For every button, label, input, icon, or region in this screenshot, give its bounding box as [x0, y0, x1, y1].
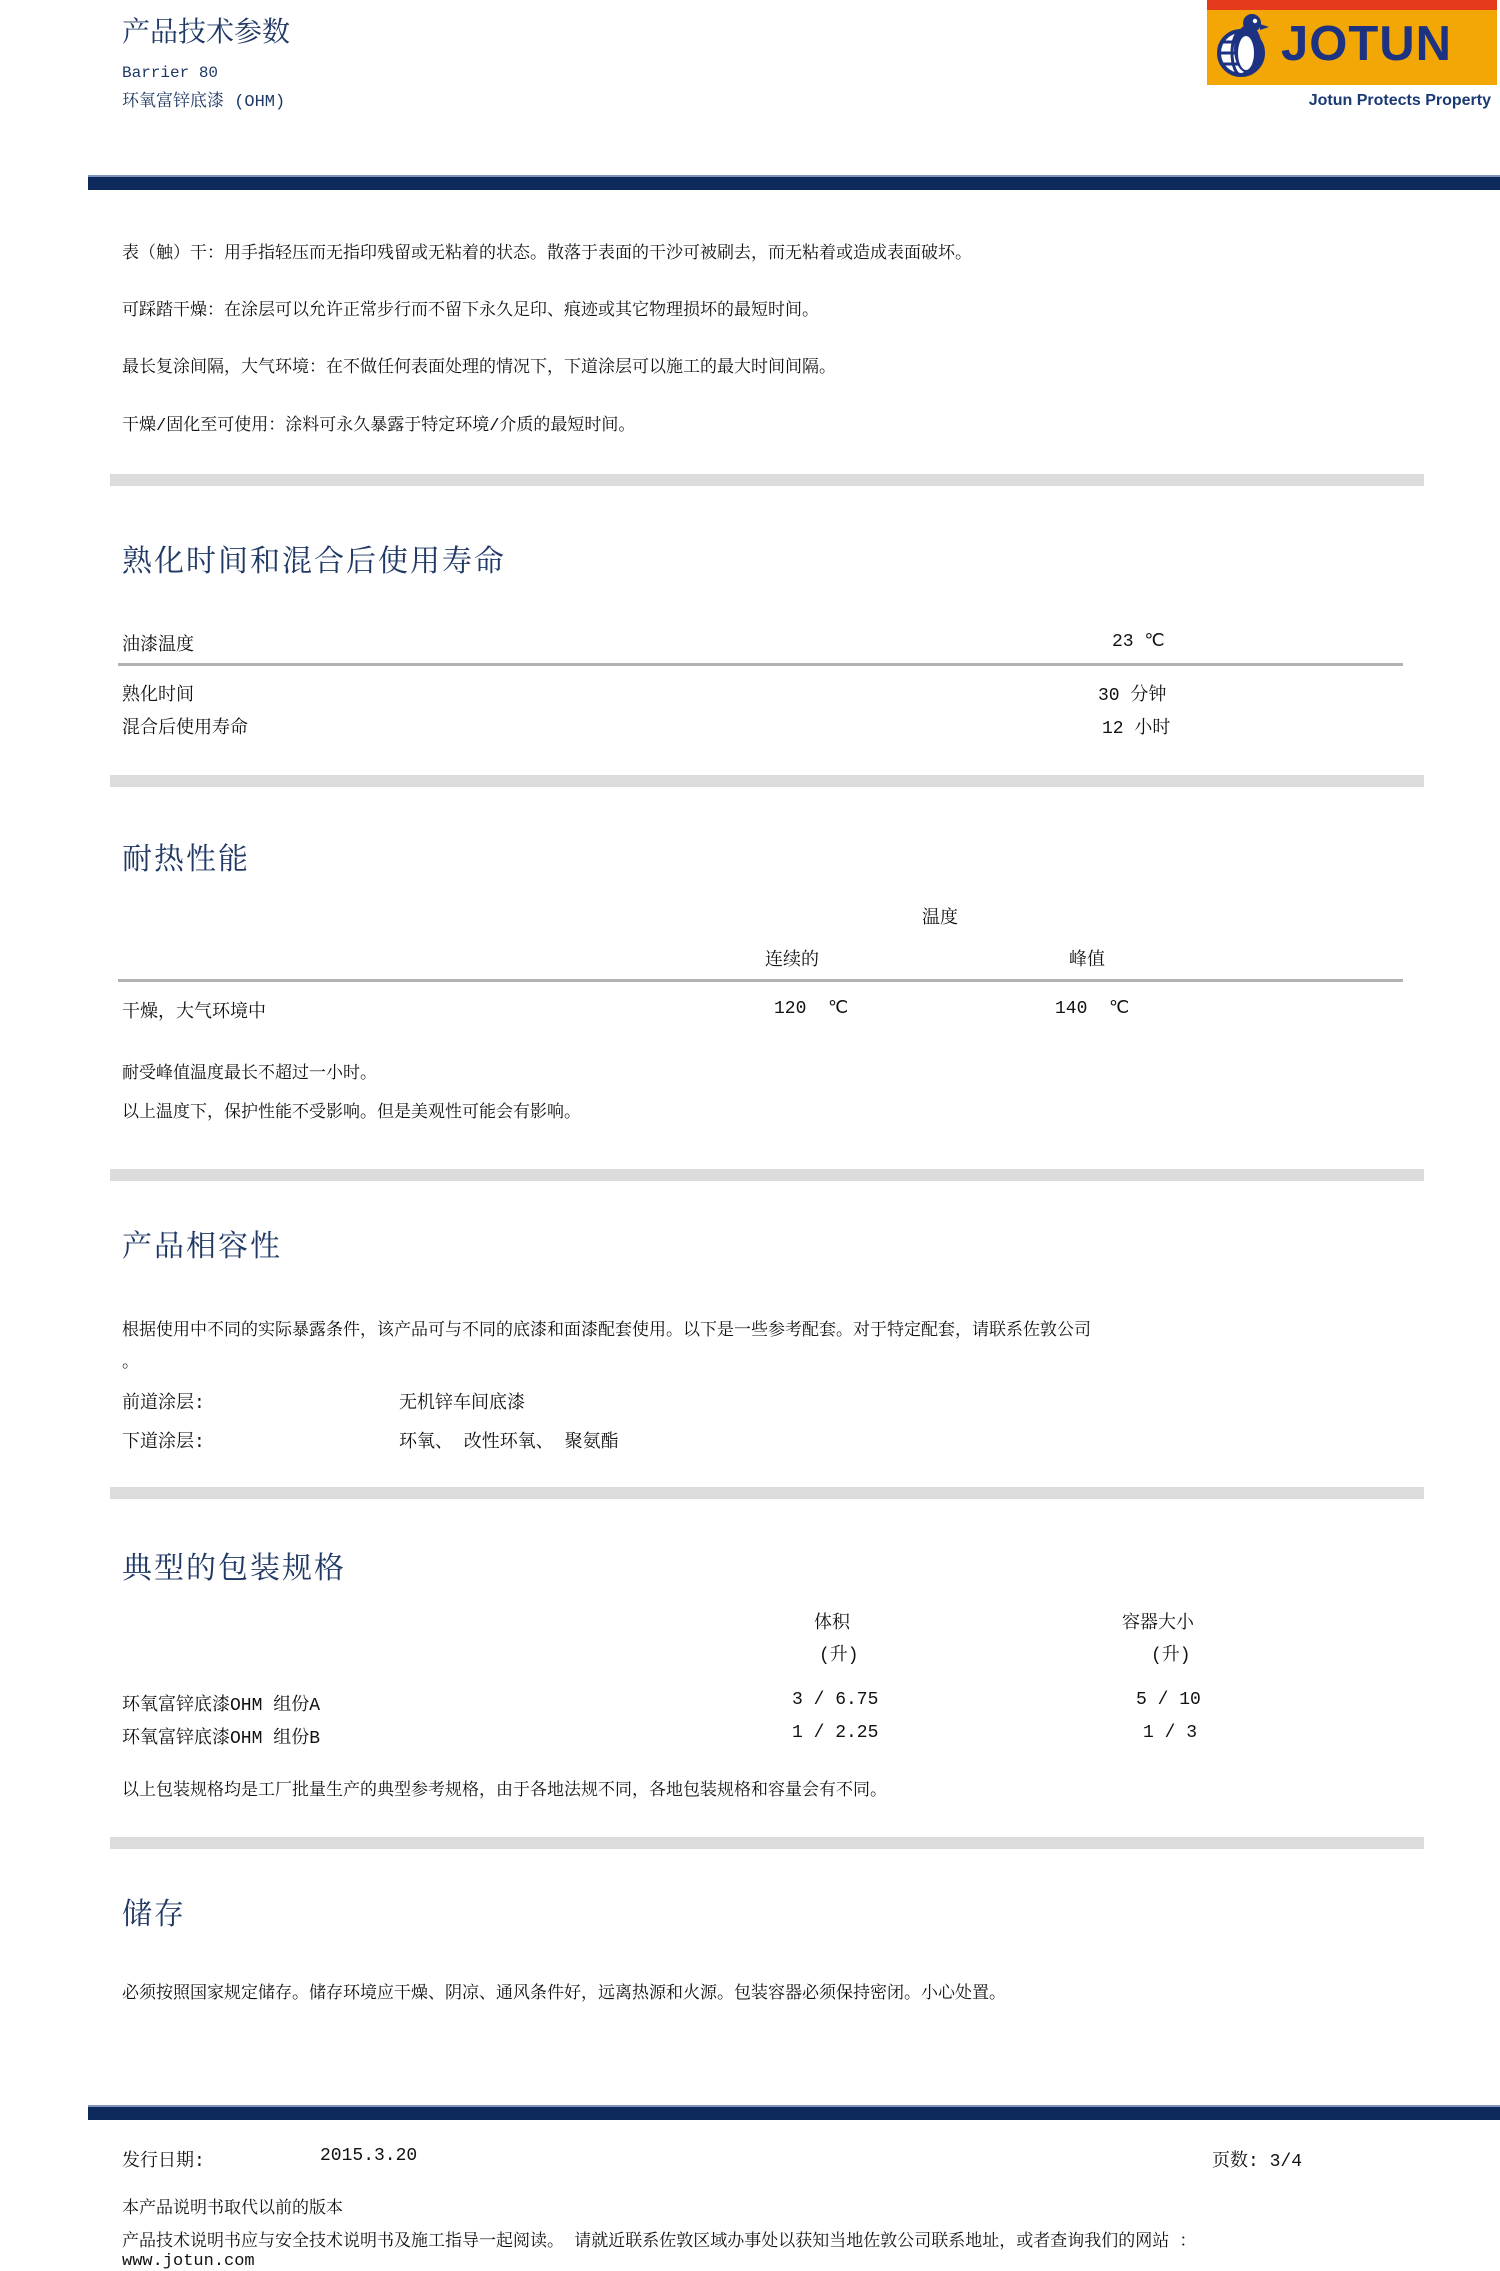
packaging-col-container: 容器大小	[1122, 1614, 1194, 1634]
subsequent-coat-value: 环氧、 改性环氧、 聚氨酯	[399, 1433, 619, 1453]
footer-divider-bar	[88, 2105, 1500, 2120]
compatibility-intro-line2: 。	[122, 1354, 139, 1373]
compatibility-section-heading: 产品相容性	[122, 1230, 282, 1263]
heat-note-1: 耐受峰值温度最长不超过一小时。	[122, 1065, 377, 1084]
storage-section-heading: 储存	[122, 1898, 186, 1931]
subsequent-coat-label: 下道涂层:	[122, 1433, 205, 1453]
footer-read-with-note: 产品技术说明书应与安全技术说明书及施工指导一起阅读。 请就近联系佐敦区域办事处以获知当地佐敦公司联系地址，或者查询我们的网站 ：	[122, 2233, 1197, 2252]
section-separator	[110, 775, 1424, 787]
packaging-row-container: 1 / 3	[1143, 1723, 1198, 1743]
packaging-col-container-unit: (升)	[1151, 1646, 1191, 1666]
definition-walk-on-dry: 可踩踏干燥：在涂层可以允许正常步行而不留下永久足印、痕迹或其它物理损坏的最短时间。	[122, 302, 819, 321]
heat-group-header: 温度	[922, 909, 958, 929]
curing-section-heading: 熟化时间和混合后使用寿命	[122, 545, 506, 578]
paint-temp-label: 油漆温度	[122, 636, 194, 656]
storage-body: 必须按照国家规定储存。储存环境应干燥、阴凉、通风条件好，远离热源和火源。包装容器必须保持密闭。小心处置。	[122, 1985, 1006, 2004]
section-separator	[110, 474, 1424, 486]
heat-continuous-value: 120 ℃	[774, 999, 849, 1019]
jotun-logo	[1207, 0, 1497, 85]
footer-website: www.jotun.com	[122, 2252, 255, 2271]
previous-coat-label: 前道涂层:	[122, 1394, 205, 1414]
paint-temp-value: 23 ℃	[1112, 632, 1165, 652]
jotun-wordmark: JOTUN	[1281, 17, 1453, 71]
curing-time-label: 熟化时间	[122, 686, 194, 706]
heat-col-peak: 峰值	[1069, 951, 1105, 971]
definition-max-overcoat: 最长复涂间隔，大气环境：在不做任何表面处理的情况下，下道涂层可以施工的最大时间间隔。	[122, 359, 836, 378]
packaging-row-volume: 1 / 2.25	[792, 1723, 879, 1743]
header-divider-bar	[88, 175, 1500, 190]
page-title: 产品技术参数	[122, 17, 291, 48]
definition-touch-dry: 表（触）干：用手指轻压而无指印残留或无粘着的状态。散落于表面的干沙可被刷去，而无粘着或造成表面破坏。	[122, 245, 972, 264]
heat-col-continuous: 连续的	[765, 951, 819, 971]
heat-row-label: 干燥，大气环境中	[122, 1003, 266, 1023]
footer-supersedes-note: 本产品说明书取代以前的版本	[122, 2200, 343, 2219]
heat-note-2: 以上温度下，保护性能不受影响。但是美观性可能会有影响。	[122, 1104, 581, 1123]
packaging-row-label: 环氧富锌底漆OHM 组份B	[122, 1729, 321, 1749]
section-separator	[110, 1169, 1424, 1181]
pot-life-label: 混合后使用寿命	[122, 719, 248, 739]
packaging-row-volume: 3 / 6.75	[792, 1690, 879, 1710]
product-code: Barrier 80	[122, 64, 219, 82]
jotun-tagline: Jotun Protects Property	[1308, 92, 1491, 109]
packaging-col-volume-unit: (升)	[819, 1646, 859, 1666]
compatibility-intro-line1: 根据使用中不同的实际暴露条件，该产品可与不同的底漆和面漆配套使用。以下是一些参考配套。对于特定配套，请联系佐敦公司	[122, 1322, 1091, 1341]
pot-life-value: 12 小时	[1102, 719, 1171, 739]
issue-date-label: 发行日期:	[122, 2152, 205, 2172]
packaging-col-volume: 体积	[814, 1614, 850, 1634]
packaging-note: 以上包装规格均是工厂批量生产的典型参考规格，由于各地法规不同，各地包装规格和容量会有不同。	[122, 1782, 887, 1801]
section-separator	[110, 1487, 1424, 1499]
table-rule	[118, 979, 1403, 982]
previous-coat-value: 无机锌车间底漆	[399, 1394, 525, 1414]
page-number: 页数: 3/4	[1212, 2152, 1303, 2172]
heat-peak-value: 140 ℃	[1055, 999, 1130, 1019]
heat-section-heading: 耐热性能	[122, 843, 250, 876]
jotun-penguin-globe-icon	[1215, 13, 1279, 77]
packaging-row-label: 环氧富锌底漆OHM 组份A	[122, 1696, 321, 1716]
section-separator	[110, 1837, 1424, 1849]
issue-date-value: 2015.3.20	[320, 2146, 418, 2166]
definition-dry-to-service: 干燥/固化至可使用：涂料可永久暴露于特定环境/介质的最短时间。	[122, 417, 636, 436]
packaging-row-container: 5 / 10	[1136, 1690, 1201, 1710]
packaging-section-heading: 典型的包装规格	[122, 1552, 346, 1585]
logo-red-bar	[1207, 0, 1497, 10]
product-name: 环氧富锌底漆 (OHM)	[122, 93, 286, 112]
curing-time-value: 30 分钟	[1098, 686, 1167, 706]
table-rule	[118, 663, 1403, 666]
